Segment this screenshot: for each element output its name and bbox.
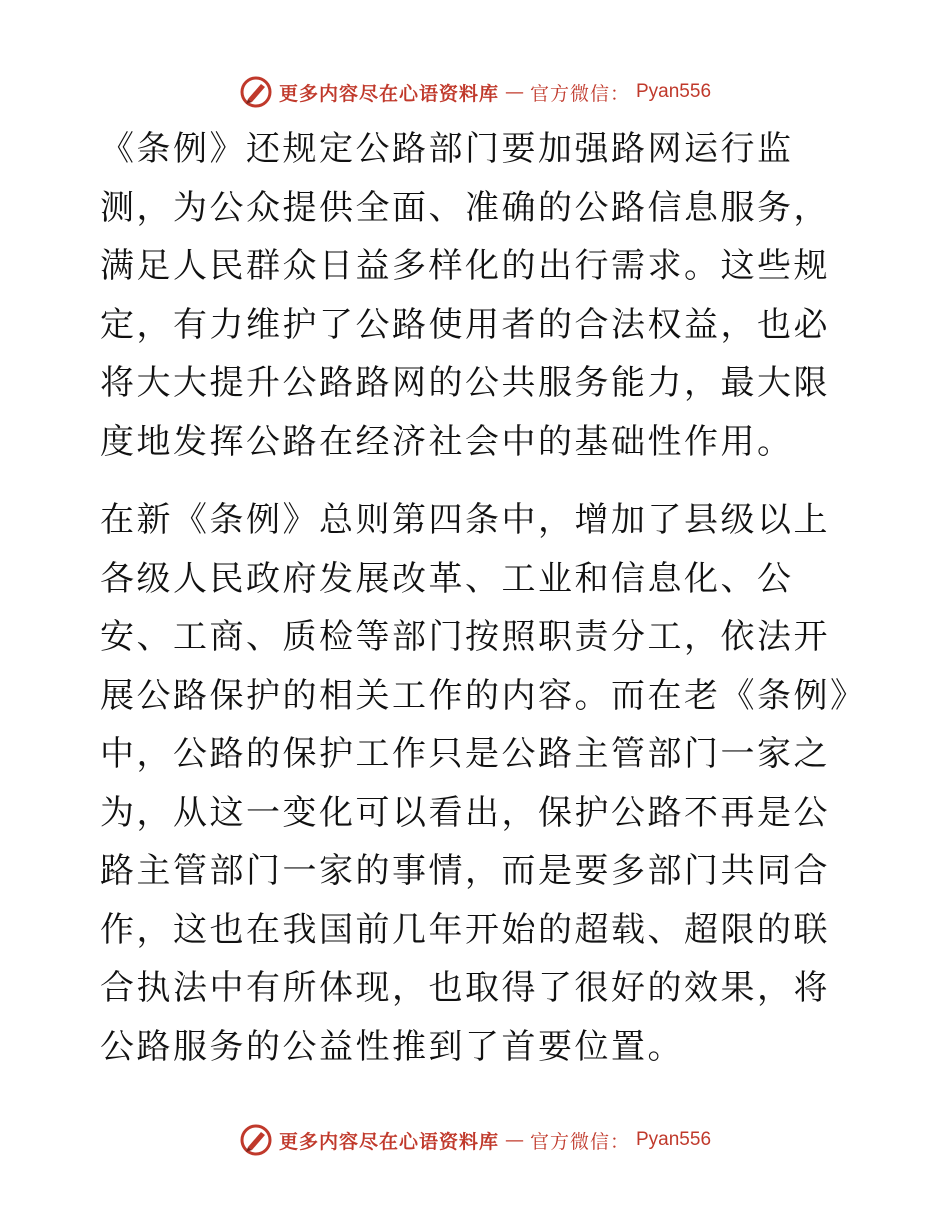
footer-dash: — bbox=[504, 1129, 524, 1151]
banner-brand-text: 更多内容尽在心语资料库 bbox=[278, 82, 499, 105]
paragraph-1: 《条例》还规定公路部门要加强路网运行监测，为公众提供全面、准确的公路信息服务，满足人民群众日益多样化的出行需求。这些规定，有力维护了公路使用者的合法权益，也必将大大提升公路路网的公共服务能力，最大限度地发挥公路在经济社会中的基础性作用。 bbox=[100, 129, 830, 462]
pen-circle-logo-icon bbox=[239, 1123, 273, 1157]
paragraph-2: 在新《条例》总则第四条中，增加了县级以上各级人民政府发展改革、工业和信息化、公安、工商、质检等部门按照职责分工，依法开展公路保护的相关工作的内容。而在老《条例》中，公路的保护工作只是公路主管部门一家之为，从这一变化可以看出，保护公路不再是公路主管部门一家的事情，而是要多部门共同合作，这也在我国前几年开始的超载、超限的联合执法中有所体现，也取得了很好的效果，将公路服务的公益性推到了首要位置。 bbox=[100, 500, 850, 1067]
footer-wechat-id: Pyan556 bbox=[636, 1129, 712, 1150]
document-body bbox=[100, 120, 850, 1076]
header-banner bbox=[0, 72, 950, 112]
banner-official-label: 官方微信： bbox=[529, 82, 630, 105]
footer-brand-text: 更多内容尽在心语资料库 bbox=[278, 1130, 499, 1153]
footer-banner bbox=[0, 1120, 950, 1160]
pen-circle-logo-icon bbox=[239, 75, 273, 109]
banner-wechat-id: Pyan556 bbox=[636, 81, 712, 102]
footer-official-label: 官方微信： bbox=[529, 1130, 630, 1153]
banner-dash: — bbox=[504, 81, 524, 103]
